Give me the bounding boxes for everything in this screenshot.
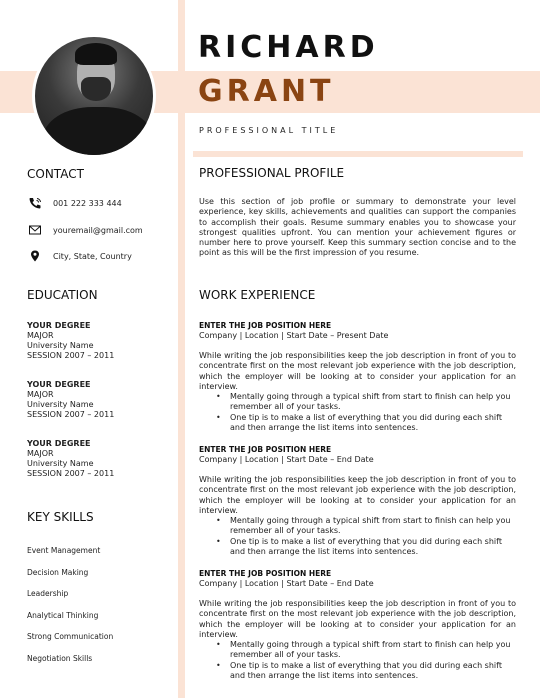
education-university: University Name [27, 400, 94, 409]
job-meta: Company | Location | Start Date – End Date [199, 579, 374, 588]
education-major: MAJOR [27, 449, 54, 458]
job-title: ENTER THE JOB POSITION HERE [199, 445, 332, 454]
contact-email-text: youremail@gmail.com [53, 225, 143, 235]
contact-heading: CONTACT [27, 167, 84, 181]
education-heading: EDUCATION [27, 288, 98, 302]
job-bullet: • Mentally going through a typical shift from start to finish can help you remember all of your tasks. [230, 516, 518, 537]
education-entry [27, 380, 114, 420]
education-session: SESSION 2007 – 2011 [27, 469, 115, 478]
education-degree: YOUR DEGREE [27, 380, 91, 389]
contact-phone-text: 001 222 333 444 [53, 198, 122, 208]
header-divider-line [193, 151, 523, 157]
contact-email [28, 224, 143, 236]
profile-heading: PROFESSIONAL PROFILE [199, 166, 345, 180]
job-description: While writing the job responsibilities keep the job description in front of you to concentrate first on the most relevant job experience with the job description, which the employer will be looking at to consider your application for an interview. [199, 351, 516, 391]
education-degree: YOUR DEGREE [27, 439, 91, 448]
contact-location-text: City, State, Country [53, 251, 132, 261]
work-heading: WORK EXPERIENCE [199, 288, 316, 302]
job-bullet-list [230, 516, 518, 557]
education-major: MAJOR [27, 331, 54, 340]
job-title: ENTER THE JOB POSITION HERE [199, 569, 332, 578]
education-university: University Name [27, 341, 94, 350]
education-university: University Name [27, 459, 94, 468]
education-session: SESSION 2007 – 2011 [27, 351, 115, 360]
job-bullet-list [230, 640, 518, 681]
education-entry [27, 321, 114, 361]
job-description: While writing the job responsibilities keep the job description in front of you to concentrate first on the most relevant job experience with the job description, which the employer will be looking at to consider your application for an interview. [199, 475, 516, 515]
job-bullet: • Mentally going through a typical shift from start to finish can help you remember all of your tasks. [230, 640, 518, 661]
education-degree: YOUR DEGREE [27, 321, 91, 330]
mail-icon [28, 224, 42, 236]
job-bullet-list [230, 392, 518, 433]
skill-item: Decision Making [27, 568, 89, 577]
job-meta: Company | Location | Start Date – End Date [199, 455, 374, 464]
phone-icon [28, 197, 42, 209]
job-meta: Company | Location | Start Date – Present Date [199, 331, 389, 340]
contact-location [28, 250, 132, 262]
job-title: ENTER THE JOB POSITION HERE [199, 321, 332, 330]
job-bullet: • One tip is to make a list of everything that you did during each shift and then arrange the list items into sentences. [230, 661, 518, 682]
profile-summary: Use this section of job profile or summary to demonstrate your level experience, key skills, achievements and qualities can support the companies to accomplish their goals. Resume summary enables you to showcase your strongest qualities upfront. You can mention your achievement figures or number here to prove yourself. Keep this summary section concise and to the point as this will be the first impression of you resume. [199, 197, 516, 258]
job-bullet: • One tip is to make a list of everything that you did during each shift and then arrange the list items into sentences. [230, 413, 518, 434]
job-bullet: • One tip is to make a list of everything that you did during each shift and then arrange the list items into sentences. [230, 537, 518, 558]
education-major: MAJOR [27, 390, 54, 399]
skill-item: Strong Communication [27, 632, 114, 641]
skill-item: Analytical Thinking [27, 611, 99, 620]
column-divider-stripe [178, 0, 185, 698]
job-description: While writing the job responsibilities keep the job description in front of you to concentrate first on the most relevant job experience with the job description, which the employer will be looking at to consider your application for an interview. [199, 599, 516, 639]
last-name: GRANT [198, 74, 335, 109]
location-pin-icon [28, 250, 42, 262]
contact-phone [28, 197, 122, 209]
profile-photo [32, 34, 156, 158]
professional-title: PROFESSIONAL TITLE [199, 126, 339, 135]
job-bullet: • Mentally going through a typical shift from start to finish can help you remember all of your tasks. [230, 392, 518, 413]
education-entry [27, 439, 114, 479]
skill-item: Event Management [27, 546, 101, 555]
skill-item: Leadership [27, 589, 69, 598]
skills-heading: KEY SKILLS [27, 510, 94, 524]
education-session: SESSION 2007 – 2011 [27, 410, 115, 419]
skill-item: Negotiation Skills [27, 654, 93, 663]
first-name: RICHARD [198, 30, 379, 65]
